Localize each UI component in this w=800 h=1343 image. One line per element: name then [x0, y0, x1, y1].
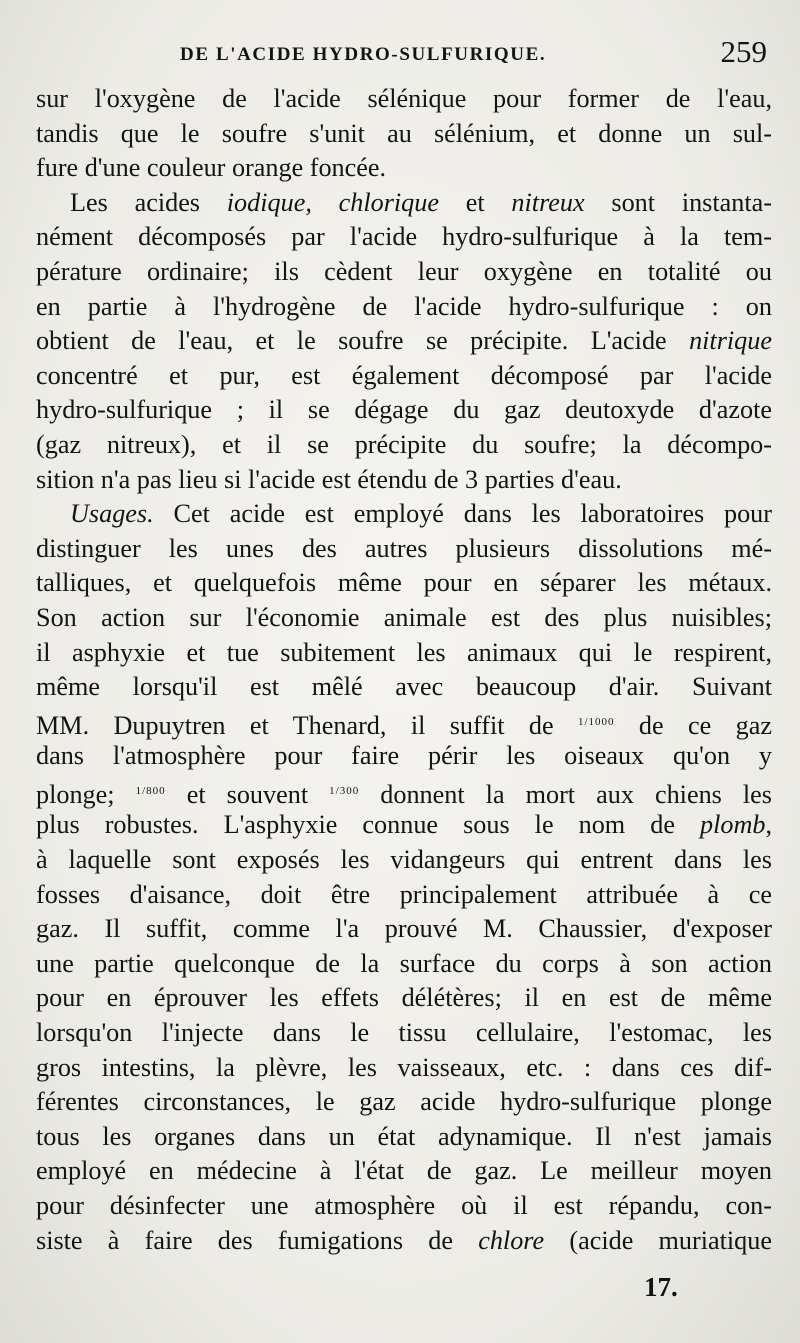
text-line	[36, 428, 772, 463]
text-run: Les acides	[70, 187, 227, 217]
text-line	[36, 1154, 772, 1189]
text-run: ,	[765, 810, 772, 840]
text-line	[36, 601, 772, 636]
fraction: 1/800	[135, 784, 166, 797]
text-line	[36, 705, 772, 740]
fraction: 1/1000	[578, 715, 615, 728]
text-run: hydro-sulfurique ; il se dégage du gaz deutoxyde d'azote	[36, 395, 772, 425]
text-line	[36, 739, 772, 774]
text-line	[36, 1224, 772, 1259]
text-line	[36, 151, 772, 186]
text-run: (gaz nitreux), et il se précipite du soufre; la décompo-	[36, 429, 772, 459]
text-line	[36, 186, 772, 221]
signature-mark: 17.	[644, 1272, 678, 1302]
text-line	[36, 1085, 772, 1120]
page-header	[36, 34, 771, 80]
text-line	[36, 255, 772, 290]
text-line	[36, 1120, 772, 1155]
fraction: 1/300	[329, 784, 360, 797]
text-run: une partie quelconque de la surface du corps à son action	[36, 948, 772, 978]
text-run: obtient de l'eau, et le soufre se précipite. L'acide	[36, 326, 690, 356]
text-run: fosses d'aisance, doit être principalement attribuée à ce	[36, 879, 772, 909]
text-line	[36, 220, 772, 255]
italic-run: iodique, chlorique	[226, 187, 439, 217]
page-number: 259	[720, 34, 767, 69]
text-run: en partie à l'hydrogène de l'acide hydro-sulfurique : on	[36, 291, 772, 321]
italic-run: nitreux	[511, 187, 585, 217]
italic-run: nitrique	[689, 326, 772, 356]
text-run: même lorsqu'il est mêlé avec beaucoup d'air. Suivant	[36, 672, 772, 702]
text-run: employé en médecine à l'état de gaz. Le meilleur moyen	[36, 1156, 772, 1186]
text-line	[36, 290, 772, 325]
text-run: gros intestins, la plèvre, les vaisseaux, etc. : dans ces dif-	[36, 1052, 772, 1082]
text-line	[36, 843, 772, 878]
text-run: nément décomposés par l'acide hydro-sulfurique à la tem-	[36, 222, 772, 252]
text-run: (acide muriatique	[544, 1225, 772, 1255]
text-run: talliques, et quelquefois même pour en séparer les métaux.	[36, 568, 772, 598]
italic-run: chlore	[478, 1225, 545, 1255]
body-text	[36, 82, 772, 1258]
text-run: férentes circonstances, le gaz acide hydro-sulfurique plonge	[36, 1087, 772, 1117]
text-run: pour désinfecter une atmosphère où il est répandu, con-	[36, 1191, 772, 1220]
text-run: et	[439, 187, 512, 217]
text-run: gaz. Il suffit, comme l'a prouvé M. Chaussier, d'exposer	[36, 914, 772, 944]
text-line	[36, 324, 772, 359]
text-run: pérature ordinaire; ils cèdent leur oxygène en totalité ou	[36, 256, 772, 286]
text-run: concentré et pur, est également décomposé par l'acide	[36, 360, 772, 390]
running-head: DE L'ACIDE HYDRO-SULFURIQUE.	[180, 44, 547, 65]
text-line	[36, 947, 772, 982]
text-line	[36, 82, 772, 117]
text-run: distinguer les unes des autres plusieurs dissolutions mé-	[36, 533, 772, 563]
text-line	[36, 1016, 772, 1051]
text-run: et souvent	[165, 779, 330, 809]
text-line	[36, 532, 772, 567]
italic-run: Usages.	[70, 499, 154, 529]
text-line	[36, 808, 772, 843]
text-line	[36, 497, 772, 532]
text-line	[36, 463, 772, 498]
text-line	[36, 117, 772, 152]
text-run: plonge;	[36, 779, 136, 809]
text-run: Cet acide est employé dans les laboratoires pour	[153, 499, 772, 529]
text-run: sont instanta-	[584, 187, 772, 217]
text-run: fure d'une couleur orange foncée.	[36, 153, 387, 183]
text-run: tous les organes dans un état adynamique. Il n'est jamais	[36, 1121, 772, 1151]
text-run: il asphyxie et tue subitement les animaux qui le respirent,	[36, 637, 772, 667]
text-line	[36, 981, 772, 1016]
text-run: sition n'a pas lieu si l'acide est étendu de 3 parties d'eau.	[36, 464, 622, 494]
italic-run: plomb	[699, 810, 766, 840]
text-run: siste à faire des fumigations de	[36, 1225, 479, 1255]
text-line	[36, 1051, 772, 1086]
text-run: de ce gaz	[614, 710, 772, 740]
text-run: lorsqu'on l'injecte dans le tissu cellulaire, l'estomac, les	[36, 1018, 772, 1048]
text-run: pour en éprouver les effets délétères; il en est de même	[36, 983, 772, 1013]
text-line	[36, 774, 772, 809]
text-run: Son action sur l'économie animale est des plus nuisibles;	[36, 602, 772, 632]
text-run: tandis que le soufre s'unit au sélénium, et donne un sul-	[36, 118, 772, 148]
text-run: donnent la mort aux chiens les	[359, 779, 772, 809]
text-run: sur l'oxygène de l'acide sélénique pour former de l'eau,	[36, 84, 772, 113]
text-line	[36, 636, 772, 671]
text-line	[36, 878, 772, 913]
text-line	[36, 566, 772, 601]
text-line	[36, 912, 772, 947]
text-run: à laquelle sont exposés les vidangeurs qui entrent dans les	[36, 845, 772, 875]
text-line	[36, 1189, 772, 1224]
text-line	[36, 359, 772, 394]
text-run: dans l'atmosphère pour faire périr les oiseaux qu'on y	[36, 741, 772, 771]
text-line	[36, 393, 772, 428]
text-run: plus robustes. L'asphyxie connue sous le nom de	[36, 810, 700, 840]
text-line	[36, 670, 772, 705]
text-run: MM. Dupuytren et Thenard, il suffit de	[36, 710, 578, 740]
